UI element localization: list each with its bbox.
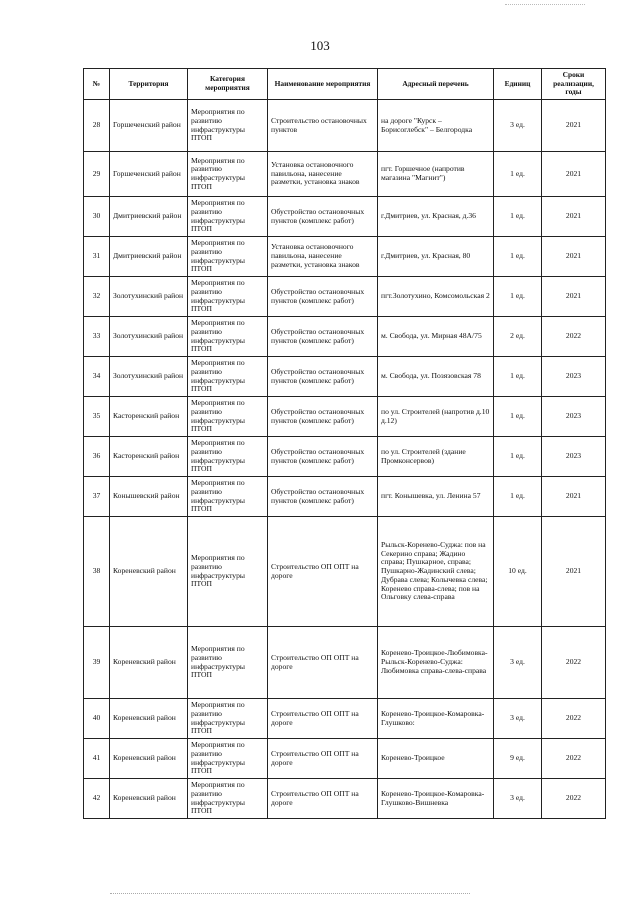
page-number: 103 [310,38,330,53]
cell-years: 2022 [542,627,606,699]
cell-years: 2021 [542,197,606,237]
cell-territory: Золотухинский район [110,277,188,317]
cell-category: Мероприятия по развитию инфраструктуры ПТОП [188,317,268,357]
header-address: Адресный перечень [378,69,494,100]
cell-address: м. Свобода, ул. Мирная 48А/75 [378,317,494,357]
cell-units: 1 ед. [494,152,542,197]
cell-units: 3 ед. [494,699,542,739]
table-row [84,317,606,357]
cell-number: 36 [84,437,110,477]
cell-category: Мероприятия по развитию инфраструктуры ПТОП [188,397,268,437]
cell-address: г.Дмитриев, ул. Красная, 80 [378,237,494,277]
cell-address: пгт. Горшечное (напротив магазина "Магнит") [378,152,494,197]
cell-units: 9 ед. [494,739,542,779]
cell-number: 28 [84,100,110,152]
cell-category: Мероприятия по развитию инфраструктуры ПТОП [188,437,268,477]
table-row [84,152,606,197]
cell-years: 2021 [542,237,606,277]
cell-name: Строительство ОП ОПТ на дороге [268,517,378,627]
cell-address: Коренево-Троицкое-Любимовка-Рыльск-Коренево-Суджа: Любимовка справа-слева-справа [378,627,494,699]
cell-name: Обустройство остановочных пунктов (комплекс работ) [268,277,378,317]
cell-years: 2021 [542,152,606,197]
cell-territory: Горшеченский район [110,152,188,197]
cell-years: 2022 [542,317,606,357]
cell-territory: Дмитриевский район [110,197,188,237]
cell-name: Установка остановочного павильона, нанесение разметки, установка знаков [268,237,378,277]
cell-territory: Горшеченский район [110,100,188,152]
cell-name: Строительство ОП ОПТ на дороге [268,739,378,779]
cell-years: 2021 [542,100,606,152]
header-units: Единиц [494,69,542,100]
cell-address: Рыльск-Коренево-Суджа: пов на Секерино справа; Жадино справа; Пушкарное, справа; Пушкарно-Жадинский слева; Дубрава слева; Колычевка слева; Коренево справа-слева; пов на Ольговку слева-справа [378,517,494,627]
cell-units: 1 ед. [494,237,542,277]
cell-address: Коренево-Троицкое [378,739,494,779]
cell-name: Установка остановочного павильона, нанесение разметки, установка знаков [268,152,378,197]
cell-units: 1 ед. [494,477,542,517]
cell-address: на дороге "Курск – Борисоглебск" – Белгородка [378,100,494,152]
cell-territory: Дмитриевский район [110,237,188,277]
cell-category: Мероприятия по развитию инфраструктуры ПТОП [188,237,268,277]
scan-artifact-top [505,4,585,6]
cell-name: Строительство ОП ОПТ на дороге [268,779,378,819]
cell-units: 10 ед. [494,517,542,627]
table-row [84,779,606,819]
table-row [84,237,606,277]
table-row [84,739,606,779]
cell-territory: Конышевский район [110,477,188,517]
cell-years: 2021 [542,517,606,627]
cell-number: 35 [84,397,110,437]
cell-name: Обустройство остановочных пунктов (комплекс работ) [268,197,378,237]
cell-number: 42 [84,779,110,819]
cell-units: 2 ед. [494,317,542,357]
table-row [84,627,606,699]
table-row [84,437,606,477]
cell-years: 2022 [542,699,606,739]
cell-number: 37 [84,477,110,517]
cell-name: Строительство ОП ОПТ на дороге [268,699,378,739]
cell-years: 2021 [542,277,606,317]
table-row [84,100,606,152]
cell-address: по ул. Строителей (здание Промконсервов) [378,437,494,477]
cell-units: 1 ед. [494,437,542,477]
cell-category: Мероприятия по развитию инфраструктуры ПТОП [188,100,268,152]
cell-territory: Кореневский район [110,779,188,819]
table-row [84,517,606,627]
cell-address: г.Дмитриев, ул. Красная, д.36 [378,197,494,237]
cell-years: 2021 [542,477,606,517]
cell-category: Мероприятия по развитию инфраструктуры ПТОП [188,357,268,397]
cell-territory: Кореневский район [110,517,188,627]
header-name: Наименование мероприятия [268,69,378,100]
table-row [84,197,606,237]
registry-table [83,68,606,819]
cell-units: 1 ед. [494,397,542,437]
header-years: Сроки реализации, годы [542,69,606,100]
cell-name: Строительство ОП ОПТ на дороге [268,627,378,699]
cell-territory: Кореневский район [110,739,188,779]
table-row [84,477,606,517]
cell-number: 40 [84,699,110,739]
cell-address: Коренево-Троицкое-Комаровка-Глушково-Вишневка [378,779,494,819]
cell-category: Мероприятия по развитию инфраструктуры ПТОП [188,779,268,819]
header-number: № [84,69,110,100]
cell-category: Мероприятия по развитию инфраструктуры ПТОП [188,699,268,739]
cell-units: 3 ед. [494,100,542,152]
header-territory: Территория [110,69,188,100]
cell-name: Обустройство остановочных пунктов (комплекс работ) [268,437,378,477]
cell-name: Обустройство остановочных пунктов (комплекс работ) [268,357,378,397]
cell-territory: Касторенский район [110,397,188,437]
cell-category: Мероприятия по развитию инфраструктуры ПТОП [188,277,268,317]
cell-years: 2022 [542,779,606,819]
cell-name: Обустройство остановочных пунктов (комплекс работ) [268,317,378,357]
cell-address: пгт.Золотухино, Комсомольская 2 [378,277,494,317]
cell-address: Коренево-Троицкое-Комаровка-Глушково: [378,699,494,739]
table-row [84,397,606,437]
cell-number: 33 [84,317,110,357]
cell-name: Строительство остановочных пунктов [268,100,378,152]
cell-number: 38 [84,517,110,627]
cell-category: Мероприятия по развитию инфраструктуры ПТОП [188,152,268,197]
header-category: Категория мероприятия [188,69,268,100]
cell-units: 1 ед. [494,277,542,317]
table-row [84,699,606,739]
cell-name: Обустройство остановочных пунктов (комплекс работ) [268,477,378,517]
cell-address: пгт. Конышевка, ул. Ленина 57 [378,477,494,517]
cell-number: 32 [84,277,110,317]
scan-artifact-bottom [110,893,470,895]
cell-category: Мероприятия по развитию инфраструктуры ПТОП [188,739,268,779]
cell-name: Обустройство остановочных пунктов (комплекс работ) [268,397,378,437]
cell-address: по ул. Строителей (напротив д.10 д.12) [378,397,494,437]
cell-units: 1 ед. [494,197,542,237]
cell-territory: Касторенский район [110,437,188,477]
cell-address: м. Свобода, ул. Позязовская 78 [378,357,494,397]
cell-category: Мероприятия по развитию инфраструктуры ПТОП [188,627,268,699]
cell-years: 2022 [542,739,606,779]
cell-territory: Золотухинский район [110,357,188,397]
cell-territory: Кореневский район [110,627,188,699]
cell-number: 41 [84,739,110,779]
cell-category: Мероприятия по развитию инфраструктуры ПТОП [188,477,268,517]
cell-years: 2023 [542,357,606,397]
cell-category: Мероприятия по развитию инфраструктуры ПТОП [188,517,268,627]
cell-units: 3 ед. [494,627,542,699]
cell-years: 2023 [542,397,606,437]
cell-units: 1 ед. [494,357,542,397]
cell-number: 31 [84,237,110,277]
cell-territory: Золотухинский район [110,317,188,357]
header-row [84,69,606,100]
cell-number: 34 [84,357,110,397]
cell-years: 2023 [542,437,606,477]
cell-territory: Кореневский район [110,699,188,739]
cell-number: 29 [84,152,110,197]
cell-category: Мероприятия по развитию инфраструктуры ПТОП [188,197,268,237]
cell-number: 30 [84,197,110,237]
table-body [84,100,606,819]
table-row [84,357,606,397]
cell-number: 39 [84,627,110,699]
table-row [84,277,606,317]
cell-units: 3 ед. [494,779,542,819]
